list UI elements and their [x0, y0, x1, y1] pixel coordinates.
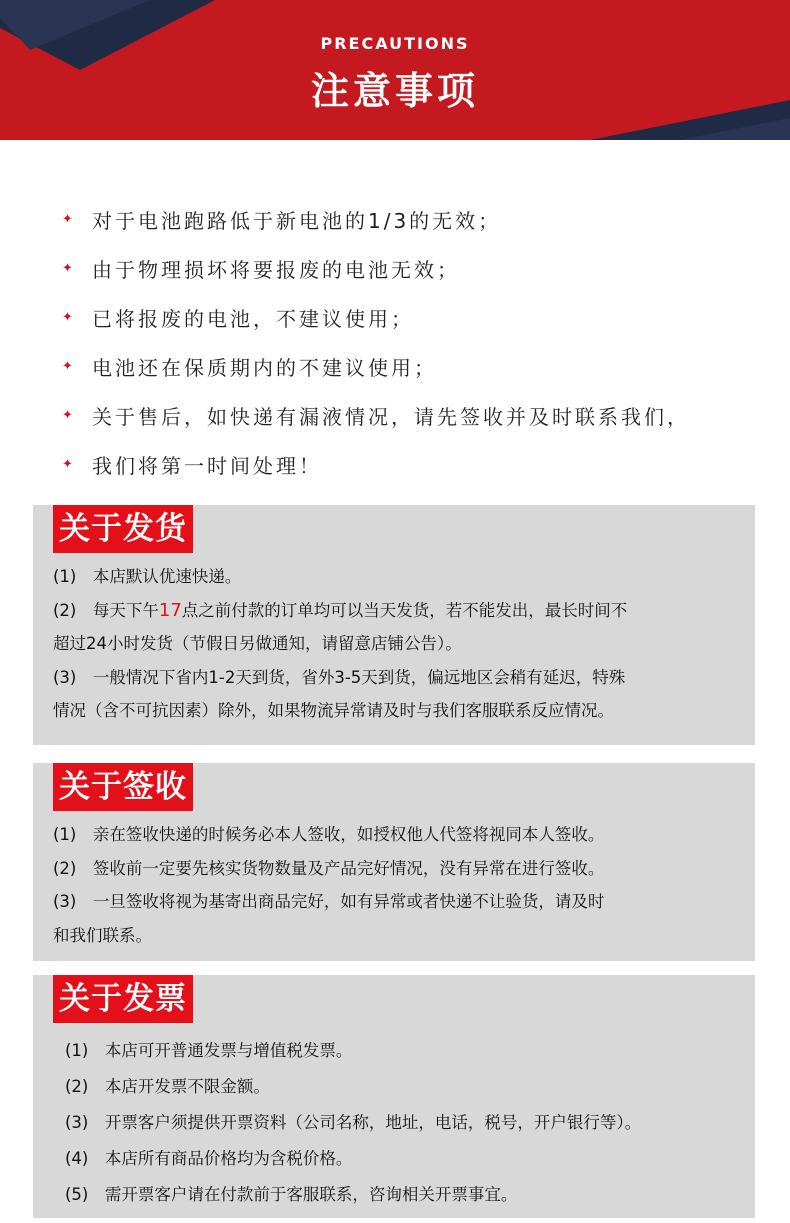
diamond-bullet-icon: ✦: [62, 261, 73, 276]
precaution-list: [62, 195, 782, 489]
invoice-line: (1) 本店可开普通发票与增值税发票。: [65, 1041, 353, 1060]
shipping-line: (3) 一般情况下省内1-2天到货，省外3-5天到货，偏远地区会稍有延迟，特殊: [53, 667, 626, 687]
diamond-bullet-icon: ✦: [62, 310, 73, 325]
shipping-line: [53, 594, 749, 628]
receipt-title: 关于签收: [53, 763, 193, 811]
precaution-item: [62, 440, 782, 489]
shipping-line-text: 点之前付款的订单均可以当天发货，若不能发出，最长时间不: [181, 600, 628, 620]
diamond-bullet-icon: ✦: [62, 457, 73, 472]
precaution-item: [62, 293, 782, 342]
shipping-lines: [53, 560, 749, 728]
invoice-title: 关于发票: [53, 975, 193, 1023]
shipping-line: 超过24小时发货（节假日另做通知，请留意店铺公告）。: [53, 634, 462, 653]
precaution-item: [62, 195, 782, 244]
receipt-lines: [53, 818, 749, 952]
receipt-line: 和我们联系。: [53, 925, 152, 945]
cutoff-hour-highlight: 17: [158, 599, 182, 621]
precaution-text: 关于售后，如快递有漏液情况，请先签收并及时联系我们，: [92, 405, 690, 429]
precaution-item: [62, 391, 782, 440]
receipt-line: (1) 亲在签收快递的时候务必本人签收，如授权他人代签将视同本人签收。: [53, 825, 605, 844]
shipping-line: 情况（含不可抗因素）除外，如果物流异常请及时与我们客服联系反应情况。: [53, 701, 614, 720]
precaution-text: 我们将第一时间处理！: [92, 454, 322, 478]
shipping-line: (1) 本店默认优速快递。: [53, 567, 242, 586]
shipping-line-text: (2) 每天下午: [53, 600, 159, 620]
invoice-line: (2) 本店开发票不限金额。: [65, 1077, 270, 1096]
invoice-lines: [65, 1033, 745, 1213]
header-en-title: PRECAUTIONS: [320, 34, 470, 53]
receipt-line: (3) 一旦签收将视为基寄出商品完好，如有异常或者快递不让验货，请及时: [53, 892, 605, 911]
diamond-bullet-icon: ✦: [62, 408, 73, 423]
invoice-line: (4) 本店所有商品价格均为含税价格。: [65, 1149, 353, 1168]
invoice-section: [33, 975, 755, 1218]
precaution-text: 由于物理损坏将要报废的电池无效；: [92, 258, 460, 282]
header-banner: [0, 0, 790, 140]
header-cn-title: 注意事项: [310, 69, 479, 113]
precaution-item: [62, 342, 782, 391]
precaution-item: [62, 244, 782, 293]
precaution-text: 已将报废的电池，不建议使用；: [92, 307, 414, 331]
receipt-line: (2) 签收前一定要先核实货物数量及产品完好情况，没有异常在进行签收。: [53, 858, 605, 878]
invoice-line: (5) 需开票客户请在付款前于客服联系，咨询相关开票事宜。: [65, 1185, 518, 1204]
shipping-section: [33, 505, 755, 745]
diamond-bullet-icon: ✦: [62, 359, 73, 374]
precaution-text: 电池还在保质期内的不建议使用；: [92, 356, 437, 380]
shipping-title: 关于发货: [53, 505, 193, 553]
invoice-line: (3) 开票客户须提供开票资料（公司名称，地址，电话，税号，开户银行等）。: [65, 1113, 642, 1132]
receipt-section: [33, 763, 755, 961]
diamond-bullet-icon: ✦: [62, 212, 73, 227]
precaution-text: 对于电池跑路低于新电池的1/3的无效；: [92, 209, 502, 233]
